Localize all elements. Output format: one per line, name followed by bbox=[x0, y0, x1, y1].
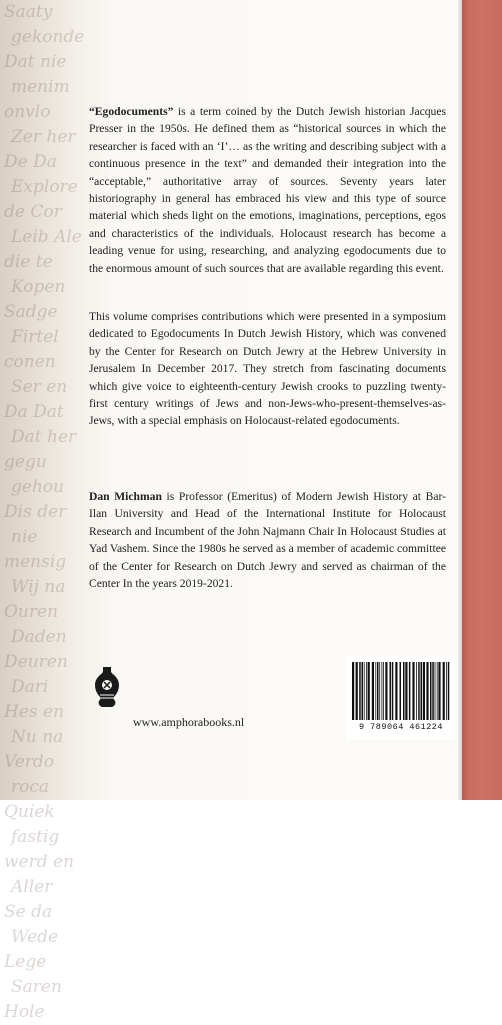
author-bio-body: is Professor (Emeritus) of Modern Jewish History at Bar-Ilan University and Head of the International Institute for Holocaust Research and Incumbent of the John Najmann Chair In Holocaust Studies at Yad Vashem. Since the 1980s he served as a member of academic committee of the Center for Research on Dutch Jewry and served as chairman of the Center In the years 2019-2021. bbox=[89, 490, 446, 591]
barcode-bar bbox=[432, 662, 434, 720]
handwriting-line: Dat her bbox=[11, 427, 77, 447]
barcode-bar bbox=[383, 662, 384, 720]
barcode-bar bbox=[395, 662, 397, 720]
handwriting-line: nie bbox=[11, 527, 38, 547]
handwriting-line: gegu bbox=[4, 452, 47, 472]
barcode-bar bbox=[430, 662, 432, 720]
handwriting-line: Dari bbox=[11, 677, 49, 697]
handwriting-line: de Cor bbox=[4, 202, 62, 222]
handwriting-line: Dis der bbox=[4, 502, 67, 522]
barcode-bar bbox=[446, 662, 447, 720]
barcode-bar bbox=[372, 662, 374, 720]
handwriting-line: Explore bbox=[11, 177, 78, 197]
barcode-bar bbox=[382, 662, 383, 720]
handwriting-line: Saaty bbox=[4, 2, 53, 22]
barcode-bar bbox=[390, 662, 392, 720]
handwriting-line: Lege bbox=[4, 952, 47, 972]
barcode-bar bbox=[359, 662, 361, 720]
barcode-bar bbox=[366, 662, 367, 720]
barcode-bar bbox=[437, 662, 438, 720]
handwriting-line: die te bbox=[4, 252, 53, 272]
handwriting-line: Leib Ale bbox=[11, 227, 82, 247]
handwriting-line: gekonde bbox=[11, 27, 85, 47]
barcode-bars bbox=[352, 662, 450, 720]
handwriting-line: Nu na bbox=[11, 727, 64, 747]
author-name: Dan Michman bbox=[89, 490, 162, 503]
handwriting-line: Da Dat bbox=[4, 402, 64, 422]
barcode-bar bbox=[375, 662, 376, 720]
barcode-bar bbox=[409, 662, 411, 720]
amphora-logo-icon bbox=[89, 665, 125, 709]
handwriting-line: Hes en bbox=[4, 702, 65, 722]
handwriting-line: roca bbox=[11, 777, 50, 797]
handwriting-line: Quiek bbox=[4, 802, 55, 822]
barcode-bar bbox=[426, 662, 428, 720]
handwriting-line: onvlo bbox=[4, 102, 51, 122]
handwriting-line: Saren bbox=[11, 977, 62, 997]
barcode-bar bbox=[405, 662, 407, 720]
handwriting-line: Ouren bbox=[4, 602, 59, 622]
barcode-bar bbox=[416, 662, 417, 720]
handwriting-line: Zer her bbox=[11, 127, 76, 147]
spine-strip bbox=[462, 0, 502, 800]
barcode-bar bbox=[379, 662, 380, 720]
handwriting-line: Ser en bbox=[11, 377, 68, 397]
barcode-bar bbox=[368, 662, 370, 720]
publisher-website: www.amphorabooks.nl bbox=[133, 715, 245, 729]
handwriting-line: Aller bbox=[11, 877, 53, 897]
handwriting-line: De Da bbox=[4, 152, 57, 172]
intro-paragraph-body: is a term coined by the Dutch Jewish historian Jacques Presser in the 1950s. He defined them as “historical sources in which the researcher is faced with an ‘I’… as the writing and describing subject with a continuous presence in the text” and demanded their integration into the “acceptable,” authoritative array of sources. Seventy years later historiography in general has embraced his view and this type of source material which sheds light on the emotions, imaginations, perceptions, egos and characteristics of the individuals. Holocaust research has become a leading venue for using, researching, and analyzing egodocuments due to the enormous amount of such sources that are available regarding this event. bbox=[89, 105, 446, 275]
handwriting-line: conen bbox=[4, 352, 56, 372]
handwriting-line: Wij na bbox=[11, 577, 66, 597]
intro-paragraph bbox=[89, 103, 446, 277]
barcode-bar bbox=[403, 662, 405, 720]
term-egodocuments: “Egodocuments” bbox=[89, 105, 174, 118]
handwriting-line: Deuren bbox=[4, 652, 68, 672]
handwriting-line: Firtel bbox=[11, 327, 59, 347]
handwriting-line: Wede bbox=[11, 927, 59, 947]
barcode-bar bbox=[423, 662, 425, 720]
barcode-bar bbox=[400, 662, 402, 720]
handwriting-line: Se da bbox=[4, 902, 53, 922]
barcode-bar bbox=[438, 662, 440, 720]
isbn-digits: 9 789064 461224 bbox=[358, 722, 443, 732]
handwriting-line: Verdo bbox=[4, 752, 55, 772]
handwriting-line: mensig bbox=[4, 552, 67, 572]
barcode-bar bbox=[435, 662, 436, 720]
handwriting-line: Kopen bbox=[11, 277, 66, 297]
volume-paragraph: This volume comprises contributions which were presented in a symposium dedicated to Egodocuments In Dutch Jewish History, which was convened by the Center for Research on Dutch Jewry at the Hebrew University in Jerusalem In December 2017. They stretch from fascinating documents which give voice to eighteenth-century Jewish crooks to puzzling twenty-first century writings of Jews and non-Jews-who-present-themselves-as-Jews, with a special emphasis on Holocaust-related egodocuments. bbox=[89, 310, 446, 428]
handwriting-line: Daden bbox=[11, 627, 67, 647]
barcode-bar bbox=[443, 662, 445, 720]
handwriting-line: fastig bbox=[11, 827, 60, 847]
barcode-bar bbox=[364, 662, 365, 720]
barcode-bar bbox=[377, 662, 379, 720]
barcode-bar bbox=[356, 662, 358, 720]
barcode-bar bbox=[392, 662, 394, 720]
barcode-bar bbox=[352, 662, 354, 720]
handwriting-line: Sadge bbox=[4, 302, 58, 322]
handwriting-line: Hole bbox=[4, 1002, 45, 1022]
author-bio-paragraph bbox=[89, 488, 446, 592]
handwriting-line: menim bbox=[11, 77, 70, 97]
barcode-bar bbox=[362, 662, 364, 720]
isbn-barcode bbox=[346, 656, 456, 740]
barcode-bar bbox=[412, 662, 414, 720]
barcode-bar bbox=[421, 662, 423, 720]
handwriting-line: werd en bbox=[4, 852, 75, 872]
barcode-bar bbox=[385, 662, 387, 720]
handwriting-line: Dat nie bbox=[4, 52, 67, 72]
barcode-bar bbox=[448, 662, 450, 720]
handwriting-line: gehou bbox=[11, 477, 65, 497]
barcode-bar bbox=[418, 662, 420, 720]
